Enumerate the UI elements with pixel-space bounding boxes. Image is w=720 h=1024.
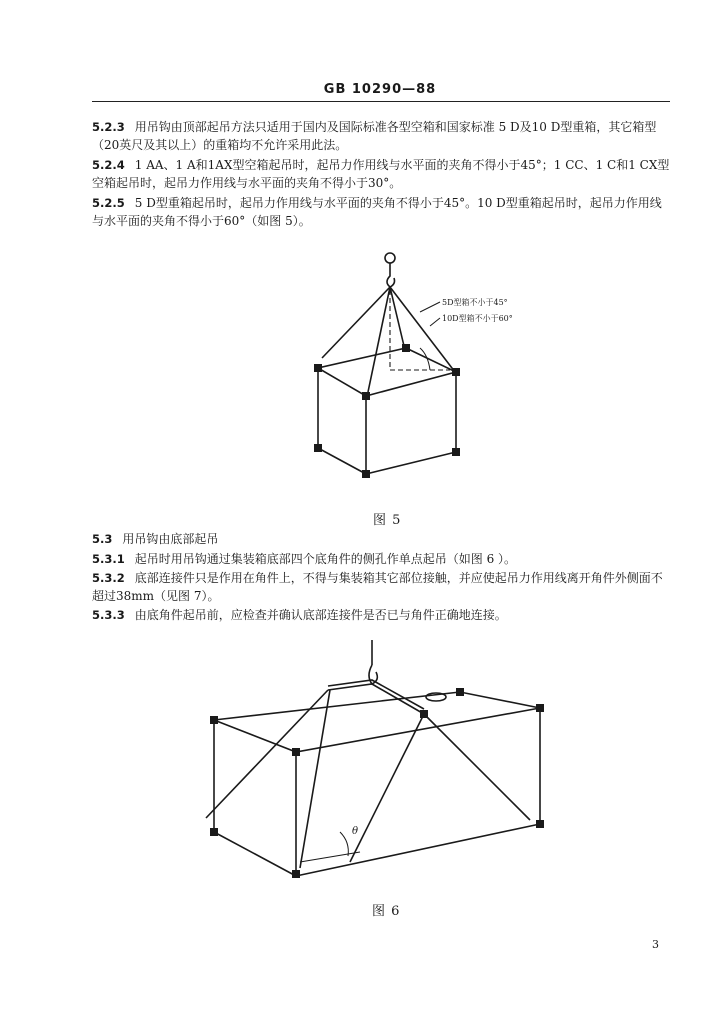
sling-line [424, 714, 530, 820]
corner-fitting-icon [536, 820, 544, 828]
corner-fitting-icon [210, 828, 218, 836]
corner-fitting-icon [362, 392, 370, 400]
clause-text: 由底角件起吊前，应检查并确认底部连接件是否已与角件正确地连接。 [134, 608, 507, 622]
angle-reference-line [300, 852, 360, 862]
clause-number: 5.2.5 [92, 196, 125, 210]
spreader-bar [328, 680, 424, 709]
paragraph-5-2-4 [92, 156, 672, 192]
corner-fitting-icon [456, 688, 464, 696]
corner-fitting-icon [362, 470, 370, 478]
clause-number: 5.3.1 [92, 552, 125, 566]
paragraph-5-3-2 [92, 569, 672, 605]
document-header: GB 10290—88 [323, 82, 437, 97]
clause-text: 起吊时用吊钩通过集装箱底部四个底角件的侧孔作单点起吊（如图 6 ）。 [134, 552, 517, 566]
container-edge [366, 452, 456, 474]
paragraph-5-2-5 [92, 194, 672, 230]
corner-fitting-icon [452, 368, 460, 376]
shackle-icon [426, 693, 446, 701]
leader-line [420, 302, 440, 312]
paragraph-5-3-1 [92, 550, 672, 568]
sling-line [206, 690, 328, 818]
sling-line [368, 287, 390, 392]
sling-line [322, 287, 390, 358]
container-top-face [318, 348, 456, 396]
clause-number: 5.3 [92, 532, 113, 546]
corner-fitting-icon [402, 344, 410, 352]
clause-number: 5.2.4 [92, 158, 125, 172]
sling-line [300, 690, 330, 868]
corner-fitting-icon [314, 364, 322, 372]
label-5d-angle: 5D型箱不小于45° [442, 298, 508, 307]
paragraph-5-2-3 [92, 118, 672, 154]
angle-arc [340, 832, 348, 856]
corner-fitting-icon [292, 748, 300, 756]
angle-arc [420, 348, 430, 370]
hook-ring-icon [385, 253, 395, 263]
paragraph-5-3-3 [92, 606, 672, 624]
page-number: 3 [652, 938, 659, 951]
clause-text: 用吊钩由底部起吊 [122, 532, 219, 546]
sling-line [390, 287, 404, 346]
leader-line [430, 318, 440, 326]
sling-line [350, 714, 424, 862]
container-edge [318, 448, 366, 474]
clause-text: 1 AA、1 A和1AX型空箱起吊时，起吊力作用线与水平面的夹角不得小于45°；1 CC、1 C和1 CX型空箱起吊时，起吊力作用线与水平面的夹角不得小于30°。 [92, 158, 670, 190]
section-5-3 [92, 530, 672, 548]
corner-fitting-icon [536, 704, 544, 712]
label-10d-angle: 10D型箱不小于60° [442, 314, 513, 323]
corner-fitting-icon [420, 710, 428, 718]
clause-number: 5.3.2 [92, 571, 125, 585]
corner-fitting-icon [314, 444, 322, 452]
clause-number: 5.2.3 [92, 120, 125, 134]
corner-fitting-icon [210, 716, 218, 724]
hook-icon [369, 665, 377, 684]
container-edge [214, 832, 296, 876]
theta-label: θ [352, 826, 359, 837]
hook-icon [387, 263, 395, 287]
clause-text: 底部连接件只是作用在角件上，不得与集装箱其它部位接触，并应使起吊力作用线离开角件外侧面不超过38mm（见图 7）。 [92, 571, 663, 603]
spreader-bar [328, 684, 424, 714]
clause-number: 5.3.3 [92, 608, 125, 622]
figure-5-caption: 图 5 [373, 513, 402, 528]
container-edge [296, 824, 540, 876]
corner-fitting-icon [452, 448, 460, 456]
clause-text: 5 D型重箱起吊时，起吊力作用线与水平面的夹角不得小于45°。10 D型重箱起吊时，起吊力作用线与水平面的夹角不得小于60°（如图 5）。 [92, 196, 662, 228]
container-top-face [214, 692, 540, 752]
corner-fitting-icon [292, 870, 300, 878]
clause-text: 用吊钩由顶部起吊方法只适用于国内及国际标准各型空箱和国家标准 5 D及10 D型重箱，其它箱型（20英尺及其以上）的重箱均不允许采用此法。 [92, 120, 657, 152]
header-rule [92, 101, 670, 102]
figure-6-caption: 图 6 [372, 904, 401, 919]
